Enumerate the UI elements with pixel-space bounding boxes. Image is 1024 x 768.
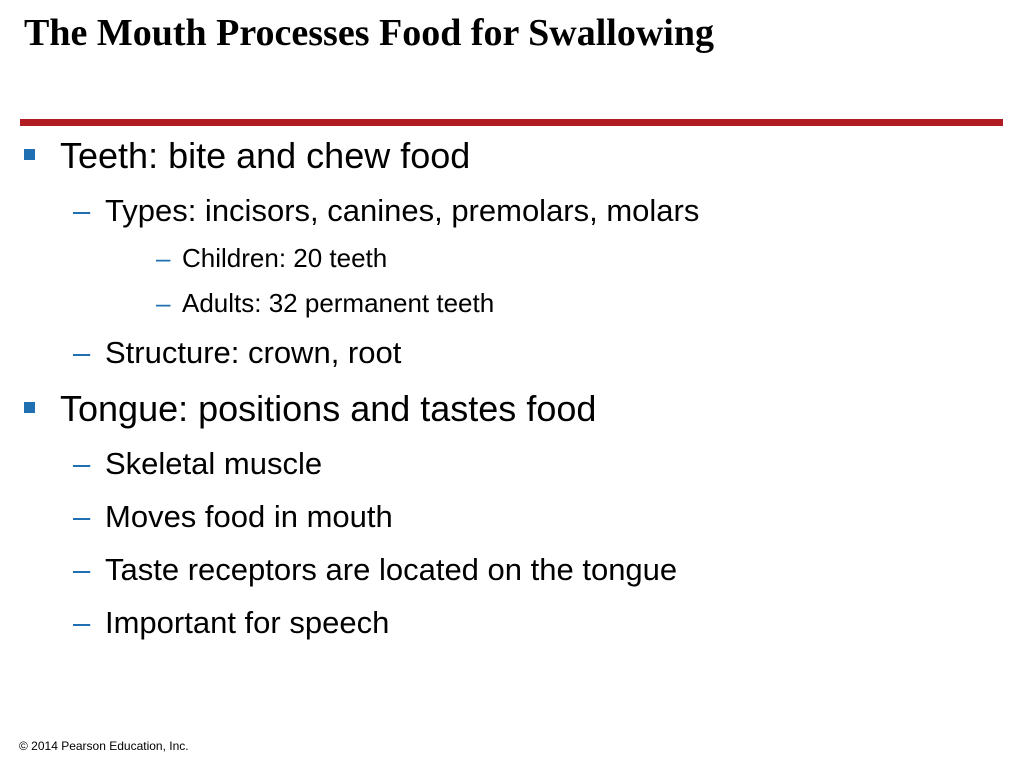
dash-bullet-icon: – — [73, 335, 91, 370]
dash-bullet-icon: – — [73, 446, 91, 481]
bullet-text: Tongue: positions and tastes food — [60, 388, 597, 429]
bullet-text: Structure: crown, root — [105, 335, 402, 370]
dash-bullet-icon: – — [156, 243, 171, 273]
bullet-text: Skeletal muscle — [105, 446, 323, 481]
bullet-item-speech — [73, 605, 390, 641]
square-bullet-icon — [24, 402, 35, 413]
dash-bullet-icon: – — [73, 552, 91, 587]
bullet-item-teeth — [60, 136, 470, 176]
bullet-item-taste-receptors — [73, 552, 678, 588]
bullet-text: Taste receptors are located on the tongue — [105, 552, 678, 587]
dash-bullet-icon: – — [73, 193, 91, 228]
bullet-text: Teeth: bite and chew food — [60, 135, 471, 176]
bullet-item-moves-food — [73, 499, 393, 535]
square-bullet-icon — [24, 149, 35, 160]
dash-bullet-icon: – — [73, 499, 91, 534]
bullet-item-tongue — [60, 389, 596, 429]
bullet-item-skeletal-muscle — [73, 446, 323, 482]
bullet-item-structure — [73, 335, 402, 371]
bullet-item-types — [73, 193, 700, 229]
slide-title: The Mouth Processes Food for Swallowing — [24, 12, 714, 54]
dash-bullet-icon: – — [73, 605, 91, 640]
bullet-item-adults — [156, 288, 495, 318]
copyright-footer: © 2014 Pearson Education, Inc. — [19, 739, 189, 753]
bullet-item-children — [156, 243, 388, 273]
bullet-text: Moves food in mouth — [105, 499, 393, 534]
dash-bullet-icon: – — [156, 288, 171, 318]
bullet-text: Adults: 32 permanent teeth — [182, 288, 495, 318]
bullet-text: Types: incisors, canines, premolars, molars — [105, 193, 700, 228]
bullet-text: Important for speech — [105, 605, 390, 640]
bullet-text: Children: 20 teeth — [182, 243, 388, 273]
